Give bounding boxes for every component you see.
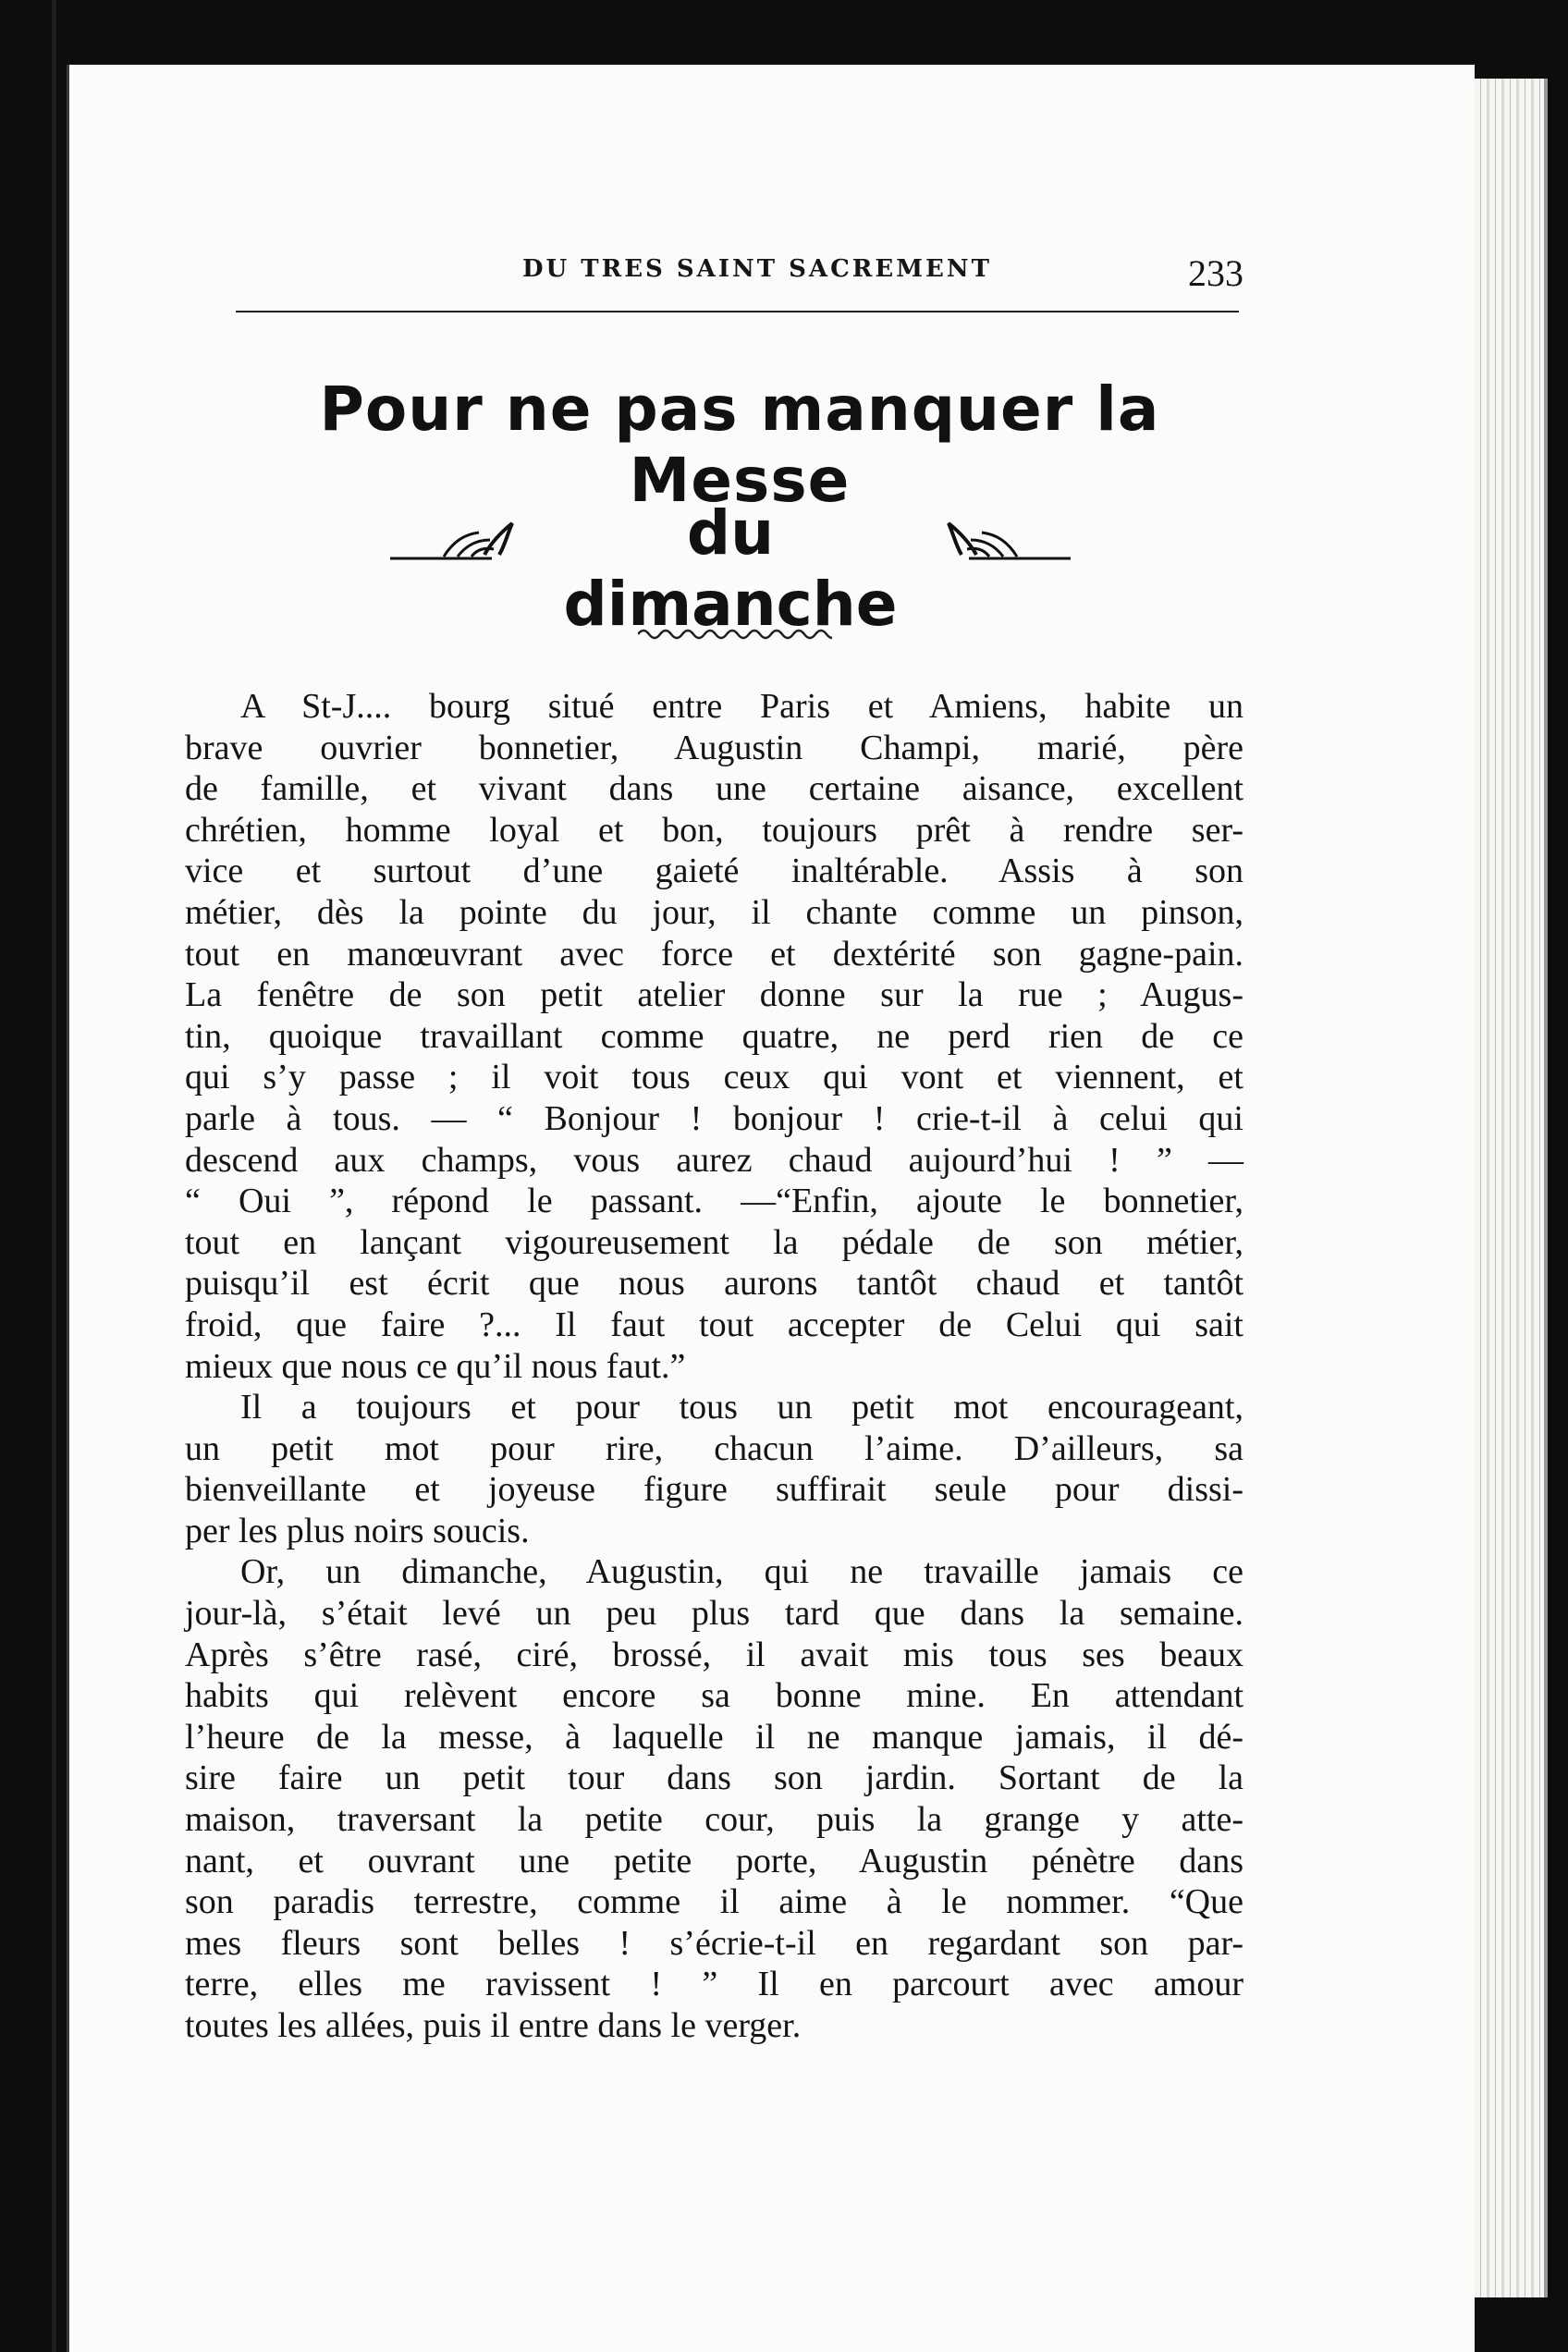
text-line: tin, quoique travaillant comme quatre, ne perd rien de ce <box>185 1016 1243 1056</box>
text-line: Après s’être rasé, ciré, brossé, il avait mis tous ses beaux <box>185 1635 1243 1674</box>
text-line: son paradis terrestre, comme il aime à le nommer. “Que <box>185 1882 1243 1922</box>
chapter-title: Pour ne pas manquer la Messe <box>319 374 1160 516</box>
text-line: l’heure de la messe, à laquelle il ne manque jamais, il dé- <box>185 1717 1243 1757</box>
text-line: chrétien, homme loyal et bon, toujours prêt à rendre ser- <box>185 810 1243 850</box>
text-line: de famille, et vivant dans une certaine aisance, excellent <box>185 769 1243 809</box>
text-line: A St-J.... bourg situé entre Paris et Amiens, habite un <box>240 687 1243 726</box>
text-line: bienveillante et joyeuse figure suffirait seule pour dissi- <box>185 1470 1243 1510</box>
text-line: mieux que nous ce qu’il nous faut.” <box>185 1346 686 1386</box>
book-spine <box>52 0 56 2352</box>
header-rule <box>236 311 1239 312</box>
text-line: per les plus noirs soucis. <box>185 1511 530 1550</box>
text-line: métier, dès la pointe du jour, il chante comme un pinson, <box>185 892 1243 932</box>
text-line: parle à tous. — “ Bonjour ! bonjour ! crie-t-il à celui qui <box>185 1098 1243 1138</box>
text-line: froid, que faire ?... Il faut tout accepter de Celui qui sait <box>185 1305 1243 1344</box>
text-line: “ Oui ”, répond le passant. —“Enfin, ajoute le bonnetier, <box>185 1182 1243 1221</box>
text-line: Or, un dimanche, Augustin, qui ne travaille jamais ce <box>240 1552 1243 1592</box>
text-line: un petit mot pour rire, chacun l’aime. D’ailleurs, sa <box>185 1428 1243 1468</box>
floral-flourish-icon <box>388 514 518 570</box>
text-line: jour-là, s’était levé un peu plus tard que dans la semaine. <box>185 1594 1243 1634</box>
running-title: DU TRES SAINT SACREMENT <box>522 255 992 283</box>
text-line: terre, elles me ravissent ! ” Il en parcourt avec amour <box>185 1965 1243 2004</box>
chapter-subtitle-row <box>388 497 1072 640</box>
text-line: tout en lançant vigoureusement la pédale de son métier, <box>185 1222 1243 1262</box>
text-line: tout en manœuvrant avec force et dextérité son gagne-pain. <box>185 934 1243 974</box>
text-line: toutes les allées, puis il entre dans le verger. <box>185 2006 802 2045</box>
text-line: descend aux champs, vous aurez chaud aujourd’hui ! ” — <box>185 1140 1243 1180</box>
running-head <box>236 251 1243 292</box>
text-line: sire faire un petit tour dans son jardin. Sortant de la <box>185 1758 1243 1798</box>
text-line: qui s’y passe ; il voit tous ceux qui vont et viennent, et <box>185 1058 1243 1097</box>
text-line: vice et surtout d’une gaieté inaltérable. Assis à son <box>185 851 1243 891</box>
text-line: habits qui relèvent encore sa bonne mine. En attendant <box>185 1676 1243 1716</box>
text-line: La fenêtre de son petit atelier donne sur la rue ; Augus- <box>185 975 1243 1015</box>
text-line: maison, traversant la petite cour, puis la grange y atte- <box>185 1800 1243 1840</box>
text-line: mes fleurs sont belles ! s’écrie-t-il en regardant son par- <box>185 1923 1243 1963</box>
text-line: nant, et ouvrant une petite porte, Augustin pénètre dans <box>185 1841 1243 1880</box>
text-line: puisqu’il est écrit que nous aurons tantôt chaud et tantôt <box>185 1264 1243 1304</box>
text-line: brave ouvrier bonnetier, Augustin Champi, marié, père <box>185 728 1243 767</box>
chapter-subtitle: du dimanche <box>563 497 898 640</box>
floral-flourish-icon <box>943 514 1072 570</box>
text-line: Il a toujours et pour tous un petit mot encourageant, <box>240 1388 1243 1427</box>
page-number: 233 <box>1188 252 1243 294</box>
body-text <box>185 686 1243 2047</box>
wavy-divider-icon <box>638 625 832 643</box>
